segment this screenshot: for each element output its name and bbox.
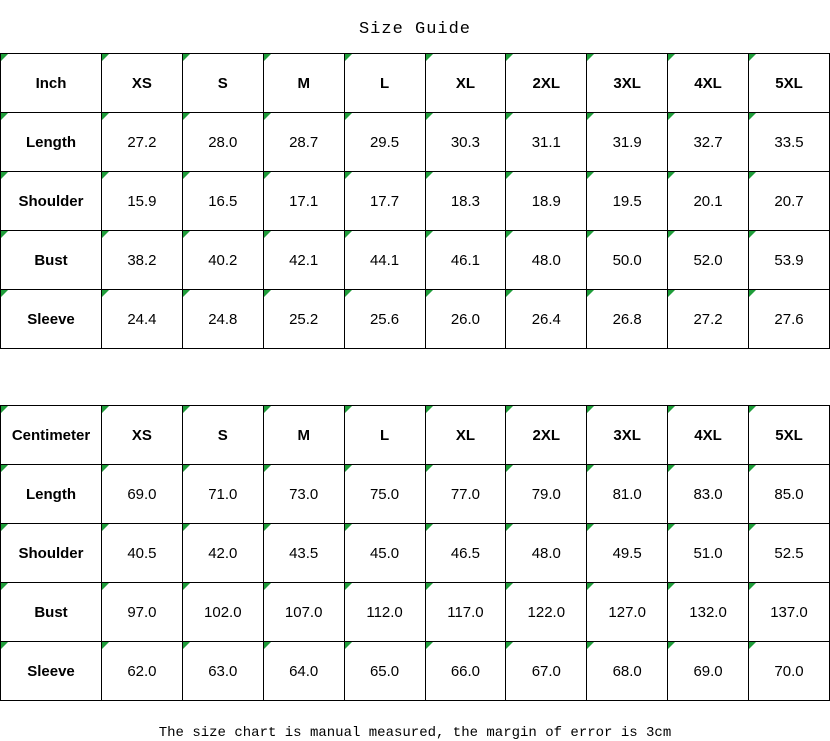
size-table-centimeter	[0, 405, 830, 701]
cell: 67.0	[506, 642, 587, 701]
cell: 18.9	[506, 172, 587, 231]
cell: 69.0	[102, 465, 183, 524]
column-header: XL	[425, 406, 506, 465]
table-row	[1, 524, 830, 583]
cell: 48.0	[506, 524, 587, 583]
cell: 24.8	[182, 290, 263, 349]
cell: 51.0	[668, 524, 749, 583]
cell: 27.2	[668, 290, 749, 349]
row-label: Shoulder	[1, 172, 102, 231]
cell: 64.0	[263, 642, 344, 701]
cell: 26.0	[425, 290, 506, 349]
column-header: XS	[102, 406, 183, 465]
cell: 40.5	[102, 524, 183, 583]
row-label: Bust	[1, 231, 102, 290]
table-row	[1, 642, 830, 701]
cell: 44.1	[344, 231, 425, 290]
cell: 112.0	[344, 583, 425, 642]
unit-label-inch: Inch	[1, 54, 102, 113]
unit-label-centimeter: Centimeter	[1, 406, 102, 465]
cell: 43.5	[263, 524, 344, 583]
table-row	[1, 465, 830, 524]
cell: 18.3	[425, 172, 506, 231]
cell: 66.0	[425, 642, 506, 701]
cell: 83.0	[668, 465, 749, 524]
cell: 52.5	[749, 524, 830, 583]
cell: 31.9	[587, 113, 668, 172]
cell: 70.0	[749, 642, 830, 701]
table-gap	[0, 349, 830, 405]
cell: 77.0	[425, 465, 506, 524]
cell: 20.1	[668, 172, 749, 231]
cell: 42.0	[182, 524, 263, 583]
size-table-inch	[0, 53, 830, 349]
cell: 17.1	[263, 172, 344, 231]
cell: 63.0	[182, 642, 263, 701]
cell: 107.0	[263, 583, 344, 642]
cell: 137.0	[749, 583, 830, 642]
cell: 27.6	[749, 290, 830, 349]
cell: 42.1	[263, 231, 344, 290]
table-row	[1, 290, 830, 349]
column-header: 4XL	[668, 406, 749, 465]
column-header: XS	[102, 54, 183, 113]
cell: 38.2	[102, 231, 183, 290]
cell: 17.7	[344, 172, 425, 231]
column-header: 5XL	[749, 54, 830, 113]
column-header: S	[182, 406, 263, 465]
row-label: Sleeve	[1, 642, 102, 701]
row-label: Bust	[1, 583, 102, 642]
cell: 40.2	[182, 231, 263, 290]
column-header: M	[263, 54, 344, 113]
page-title: Size Guide	[358, 20, 472, 39]
cell: 65.0	[344, 642, 425, 701]
cell: 32.7	[668, 113, 749, 172]
column-header: 2XL	[506, 54, 587, 113]
cell: 19.5	[587, 172, 668, 231]
cell: 122.0	[506, 583, 587, 642]
cell: 49.5	[587, 524, 668, 583]
row-label: Shoulder	[1, 524, 102, 583]
column-header: XL	[425, 54, 506, 113]
cell: 53.9	[749, 231, 830, 290]
cell: 97.0	[102, 583, 183, 642]
cell: 45.0	[344, 524, 425, 583]
column-header: M	[263, 406, 344, 465]
cell: 117.0	[425, 583, 506, 642]
cell: 28.7	[263, 113, 344, 172]
column-header: L	[344, 54, 425, 113]
cell: 24.4	[102, 290, 183, 349]
cell: 30.3	[425, 113, 506, 172]
cell: 69.0	[668, 642, 749, 701]
table-header-row	[1, 406, 830, 465]
cell: 127.0	[587, 583, 668, 642]
row-label: Sleeve	[1, 290, 102, 349]
table-row	[1, 172, 830, 231]
table-row	[1, 583, 830, 642]
cell: 31.1	[506, 113, 587, 172]
column-header: 3XL	[587, 406, 668, 465]
cell: 46.5	[425, 524, 506, 583]
row-label: Length	[1, 465, 102, 524]
cell: 75.0	[344, 465, 425, 524]
row-label: Length	[1, 113, 102, 172]
cell: 102.0	[182, 583, 263, 642]
cell: 81.0	[587, 465, 668, 524]
cell: 29.5	[344, 113, 425, 172]
cell: 20.7	[749, 172, 830, 231]
table-row	[1, 231, 830, 290]
cell: 48.0	[506, 231, 587, 290]
table-row	[1, 113, 830, 172]
cell: 15.9	[102, 172, 183, 231]
cell: 33.5	[749, 113, 830, 172]
cell: 25.6	[344, 290, 425, 349]
column-header: 4XL	[668, 54, 749, 113]
column-header: S	[182, 54, 263, 113]
cell: 26.4	[506, 290, 587, 349]
cell: 25.2	[263, 290, 344, 349]
cell: 46.1	[425, 231, 506, 290]
cell: 28.0	[182, 113, 263, 172]
cell: 68.0	[587, 642, 668, 701]
cell: 71.0	[182, 465, 263, 524]
cell: 52.0	[668, 231, 749, 290]
cell: 62.0	[102, 642, 183, 701]
cell: 26.8	[587, 290, 668, 349]
column-header: 3XL	[587, 54, 668, 113]
column-header: 5XL	[749, 406, 830, 465]
cell: 132.0	[668, 583, 749, 642]
cell: 16.5	[182, 172, 263, 231]
table-header-row	[1, 54, 830, 113]
cell: 85.0	[749, 465, 830, 524]
cell: 73.0	[263, 465, 344, 524]
column-header: 2XL	[506, 406, 587, 465]
column-header: L	[344, 406, 425, 465]
cell: 27.2	[102, 113, 183, 172]
cell: 79.0	[506, 465, 587, 524]
measurement-disclaimer: The size chart is manual measured, the margin of error is 3cm	[158, 725, 672, 741]
cell: 50.0	[587, 231, 668, 290]
